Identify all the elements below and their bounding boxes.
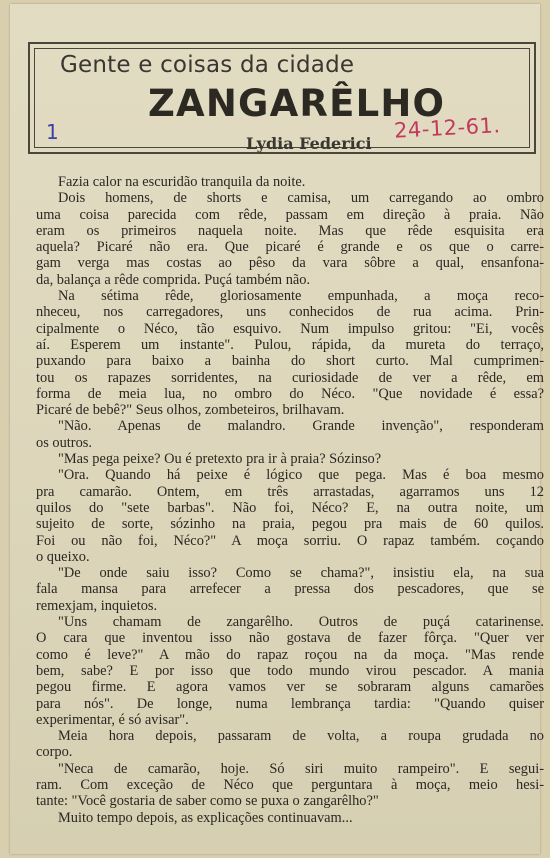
body-line: "Uns chamam de zangarêlho. Outros de puçá catarinense. <box>58 614 544 631</box>
body-line: pra camarão. Ontem, em três arrastadas, agarramos uns 12 <box>36 483 544 500</box>
body-line: forma de meia lua, no ombro do Néco. "Que novidade é essa? <box>36 385 544 402</box>
body-line: gam verga mas costas ao pêso da vara sôbre a qual, ensanfona- <box>36 255 544 272</box>
author-byline: Lydia Federici <box>246 134 372 153</box>
article-title: ZANGARÊLHO <box>148 82 446 125</box>
body-line: da, balança a rêde comprida. Puçá também não. <box>36 271 311 288</box>
body-line: Picaré de bebê?" Seus olhos, zombeteiros, brilhavam. <box>36 402 345 419</box>
body-line: aí. Esperem um instante". Pulou, rápida, da mureta do terraço, <box>36 336 544 353</box>
body-line: quilos do "sete barbas". Não foi, Néco? E, na outra noite, um <box>36 499 544 516</box>
body-line: "Ora. Quando há peixe é lógico que pega. Mas é boa mesmo <box>58 467 544 484</box>
body-line: tante: "Você gostaria de saber como se puxa o zangarêlho?" <box>36 793 379 810</box>
body-line: Foi ou não foi, Néco?" A moça sorriu. O rapaz também. coçando <box>36 532 544 549</box>
newspaper-clipping <box>10 4 544 854</box>
body-line: fala mansa para arrefecer a pressa dos pescadores, que se <box>36 581 544 598</box>
body-line: remexjam, inquietos. <box>36 597 158 614</box>
body-line: os outros. <box>36 434 92 451</box>
body-line: "Mas pega peixe? Ou é pretexto pra ir à praia? Sózinso? <box>58 451 382 468</box>
body-line: Dois homens, de shorts e camisa, um carregando ao ombro <box>58 190 544 207</box>
body-line: como é leve?" A mão do rapaz roçou na da moça. "Mas rende <box>36 646 544 663</box>
body-line: experimentar, é só avisar". <box>36 711 189 728</box>
body-line: pegou firme. E agora vamos ver se sobraram alguns camarões <box>36 679 544 696</box>
body-line: uma coisa parecida com rêde, passam em direção à praia. Não <box>36 206 544 223</box>
body-line: "De onde saiu isso? Como se chama?", insistiu ela, na sua <box>58 565 544 582</box>
body-line: "Não. Apenas de malandro. Grande invenção", responderam <box>58 418 544 435</box>
body-line: O cara que inventou isso não gostava de fazer fôrça. "Quer ver <box>36 630 544 647</box>
body-line: Fazia calor na escuridão tranquila da noite. <box>58 174 306 190</box>
body-line: cipalmente o Néco, tão esquivo. Num impulso gritou: "Ei, vocês <box>36 320 544 337</box>
body-line: ram. Com exceção de Néco que perguntara à moça, meio hesi- <box>36 776 544 793</box>
body-line: Meia hora depois, passaram de volta, a roupa grudada no <box>58 728 544 745</box>
body-line: "Neca de camarão, hoje. Só siri muito rampeiro". E segui- <box>58 760 544 777</box>
handwritten-mark: 1 <box>46 120 59 144</box>
body-line: sujeito de sorte, sózinho na praia, pegou pra mais de 60 quilos. <box>36 516 544 533</box>
handwritten-date: 24-12-61. <box>393 113 502 143</box>
body-line: bem, sabe? E por isso que todo mundo virou pescador. A mania <box>36 662 544 679</box>
body-line: Muito tempo depois, as explicações continuavam... <box>58 809 353 826</box>
body-line: o queixo. <box>36 548 90 565</box>
body-line: corpo. <box>36 744 73 761</box>
body-line: eram os primeiros naquela noite. Mas que rêde esquisita era <box>36 222 544 239</box>
body-line: tou os rapazes sorridentes, na curiosidade de ver a rêde, em <box>36 369 544 386</box>
body-line: para nós". De longe, numa lembrança tardia: "Quando quiser <box>36 695 544 712</box>
section-kicker: Gente e coisas da cidade <box>60 52 355 78</box>
body-line: aquela? Picaré não era. Que picaré é grande e os que o carre- <box>36 239 544 256</box>
body-line: nheceu, nos carregadores, uns conhecidos de rua acima. Prin- <box>36 304 544 321</box>
body-line: puxando para baixo a bainha do short curto. Mal cumprimen- <box>36 353 544 370</box>
body-line: Na sétima rêde, gloriosamente empunhada, a moça reco- <box>58 288 544 305</box>
article-body <box>36 174 544 826</box>
